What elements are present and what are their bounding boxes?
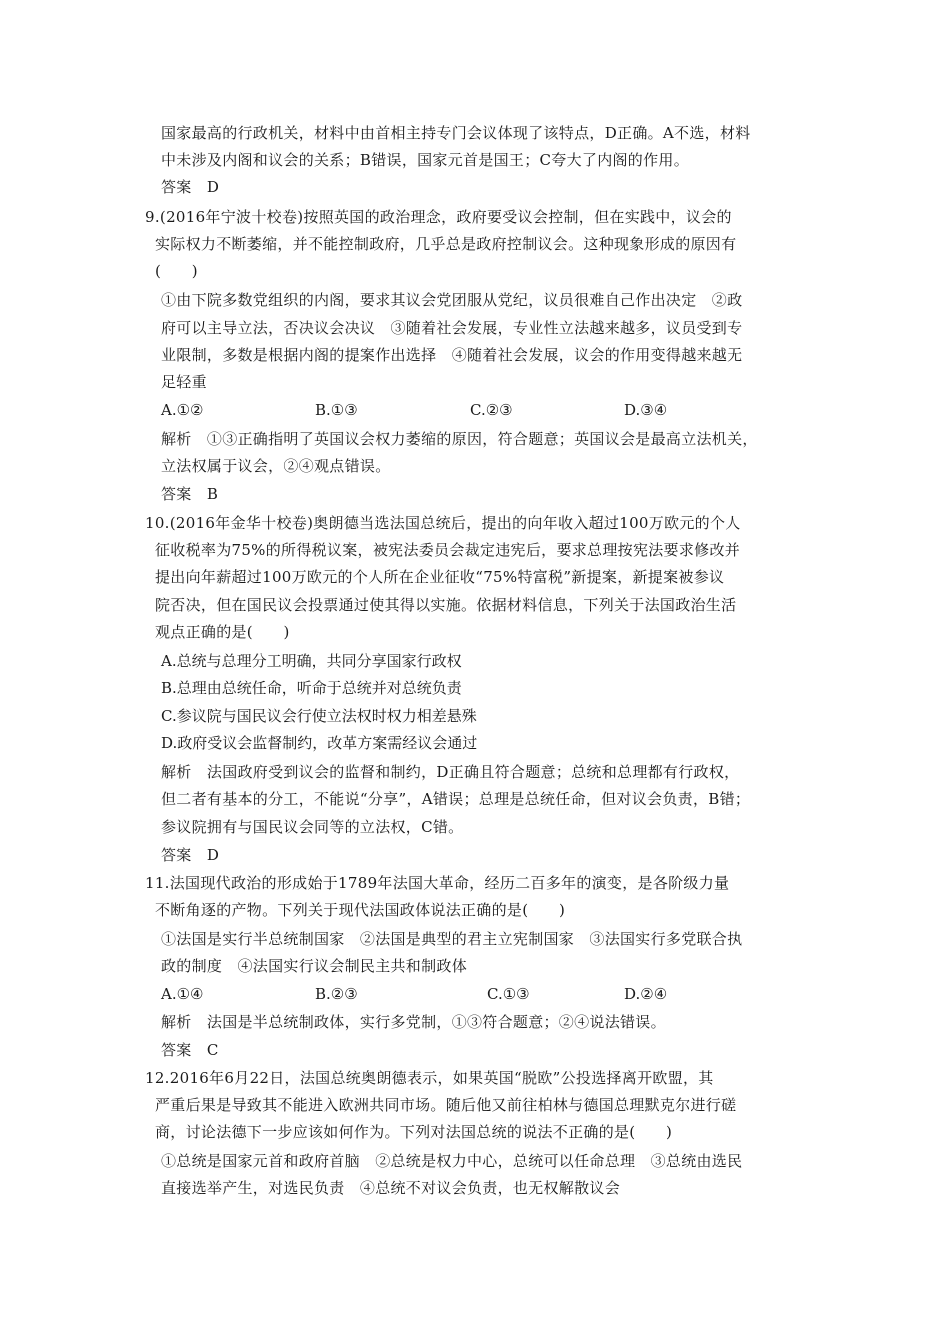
q9-stem-line: 9.(2016年宁波十校卷)按照英国的政治理念，政府要受议会控制，但在实践中，议会的: [145, 208, 732, 226]
q9-stem-line: ( ): [155, 262, 198, 280]
q11-answer: 答案 C: [161, 1041, 219, 1059]
q11-option-b: B.②③: [315, 985, 358, 1003]
q10-answer: 答案 D: [161, 846, 220, 864]
q10-analysis-line: 参议院拥有与国民议会同等的立法权，C错。: [161, 818, 464, 836]
q11-stem-line: 不断角逐的产物。下列关于现代法国政体说法正确的是( ): [155, 901, 566, 919]
q9-analysis-line: 立法权属于议会，②④观点错误。: [161, 457, 391, 475]
q9-answer: 答案 B: [161, 485, 219, 503]
q11-statement-line: ①法国是实行半总统制国家 ②法国是典型的君主立宪制国家 ③法国实行多党联合执: [161, 930, 743, 948]
q11-stem-line: 11.法国现代政治的形成始于1789年法国大革命，经历二百多年的演变，是各阶级力量: [145, 874, 730, 892]
answer-line: 答案 D: [161, 178, 220, 196]
q11-option-a: A.①④: [161, 985, 204, 1003]
q9-option-d: D.③④: [624, 401, 668, 419]
q10-option-b: B.总理由总统任命，听命于总统并对总统负责: [161, 679, 462, 697]
q9-statement-line: 业限制，多数是根据内阁的提案作出选择 ④随着社会发展，议会的作用变得越来越无: [161, 346, 743, 364]
q12-statement-line: 直接选举产生，对选民负责 ④总统不对议会负责，也无权解散议会: [161, 1179, 621, 1197]
q9-option-b: B.①③: [315, 401, 358, 419]
q11-statement-line: 政的制度 ④法国实行议会制民主共和制政体: [161, 957, 468, 975]
q10-stem-line: 观点正确的是( ): [155, 623, 290, 641]
q9-statement-line: 府可以主导立法，否决议会决议 ③随着社会发展，专业性立法越来越多，议员受到专: [161, 319, 743, 337]
q12-stem-line: 严重后果是导致其不能进入欧洲共同市场。随后他又前往柏林与德国总理默克尔进行磋: [155, 1096, 737, 1114]
q10-stem-line: 提出向年薪超过100万欧元的个人所在企业征收“75%特富税”新提案，新提案被参议: [155, 568, 725, 586]
analysis-line: 中未涉及内阁和议会的关系；B错误，国家元首是国王；C夸大了内阁的作用。: [161, 151, 690, 169]
q11-option-d: D.②④: [624, 985, 668, 1003]
q9-statement-line: ①由下院多数党组织的内阁，要求其议会党团服从党纪，议员很难自己作出决定 ②政: [161, 291, 743, 309]
q9-option-c: C.②③: [470, 401, 513, 419]
q10-option-d: D.政府受议会监督制约，改革方案需经议会通过: [161, 734, 478, 752]
q10-option-a: A.总统与总理分工明确，共同分享国家行政权: [161, 652, 462, 670]
q12-stem-line: 商，讨论法德下一步应该如何作为。下列对法国总统的说法不正确的是( ): [155, 1123, 673, 1141]
q10-analysis-line: 但二者有基本的分工，不能说“分享”，A错误；总理是总统任命，但对议会负责，B错；: [161, 790, 751, 808]
q11-option-c: C.①③: [487, 985, 530, 1003]
q10-stem-line: 院否决，但在国民议会投票通过使其得以实施。依据材料信息，下列关于法国政治生活: [155, 596, 737, 614]
q9-analysis-line: 解析 ①③正确指明了英国议会权力萎缩的原因，符合题意；英国议会是最高立法机关，: [161, 430, 758, 448]
q9-statement-line: 足轻重: [161, 373, 207, 391]
q10-stem-line: 征收税率为75%的所得税议案，被宪法委员会裁定违宪后，要求总理按宪法要求修改并: [155, 541, 741, 559]
q12-statement-line: ①总统是国家元首和政府首脑 ②总统是权力中心，总统可以任命总理 ③总统由选民: [161, 1152, 743, 1170]
q12-stem-line: 12.2016年6月22日，法国总统奥朗德表示，如果英国“脱欧”公投选择离开欧盟，其: [145, 1069, 714, 1087]
q10-stem-line: 10.(2016年金华十校卷)奥朗德当选法国总统后，提出的向年收入超过100万欧元的个人: [145, 514, 741, 532]
analysis-line: 国家最高的行政机关，材料中由首相主持专门会议体现了该特点，D正确。A不选，材料: [161, 124, 751, 142]
q11-analysis-line: 解析 法国是半总统制政体，实行多党制，①③符合题意；②④说法错误。: [161, 1013, 666, 1031]
q9-option-a: A.①②: [161, 401, 204, 419]
q10-analysis-line: 解析 法国政府受到议会的监督和制约，D正确且符合题意；总统和总理都有行政权，: [161, 763, 740, 781]
q9-stem-line: 实际权力不断萎缩，并不能控制政府，几乎总是政府控制议会。这种现象形成的原因有: [155, 235, 737, 253]
q10-option-c: C.参议院与国民议会行使立法权时权力相差悬殊: [161, 707, 477, 725]
